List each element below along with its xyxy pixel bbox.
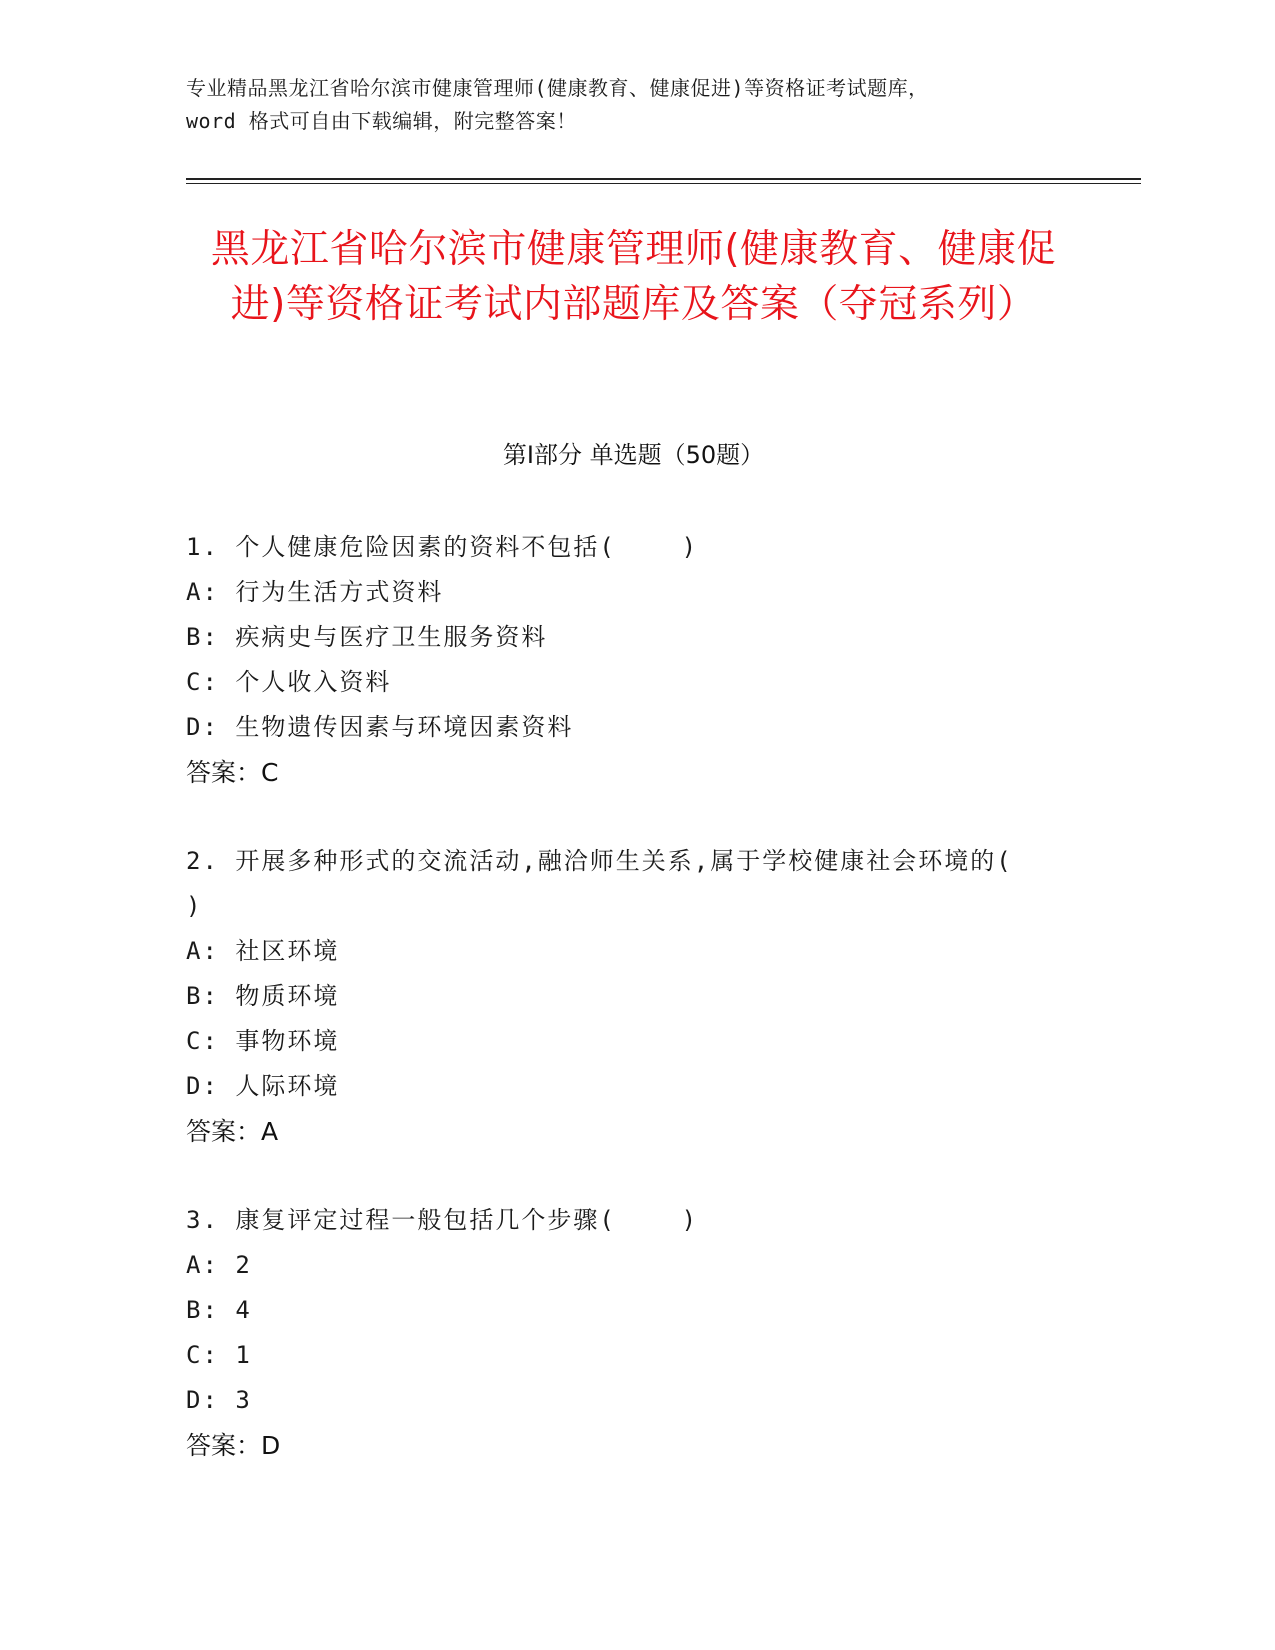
question-stem: 2. 开展多种形式的交流活动,融洽师生关系,属于学校健康社会环境的( ) <box>186 847 1079 920</box>
option-b: B: 疾病史与医疗卫生服务资料 <box>186 623 548 651</box>
option-a: A: 2 <box>186 1251 252 1279</box>
question-item <box>186 839 1086 1154</box>
question-list <box>186 525 1086 1512</box>
answer-line: 答案：A <box>186 1117 279 1146</box>
option-a: A: 行为生活方式资料 <box>186 578 444 606</box>
option-c: C: 个人收入资料 <box>186 668 392 696</box>
question-item <box>186 1198 1086 1468</box>
option-b: B: 物质环境 <box>186 982 340 1010</box>
answer-line: 答案：C <box>186 758 279 787</box>
option-d: D: 3 <box>186 1386 252 1414</box>
option-d: D: 生物遗传因素与环境因素资料 <box>186 713 574 741</box>
option-d: D: 人际环境 <box>186 1072 340 1100</box>
header-note <box>186 72 1106 138</box>
section-title: 第Ⅰ部分 单选题（50题） <box>502 441 765 469</box>
option-c: C: 1 <box>186 1341 252 1369</box>
header-rule-thin <box>186 183 1141 184</box>
question-item <box>186 525 1086 795</box>
option-a: A: 社区环境 <box>186 937 340 965</box>
document-title: 黑龙江省哈尔滨市健康管理师(健康教育、健康促进)等资格证考试内部题库及答案（夺冠系列） <box>210 227 1057 327</box>
question-stem: 3. 康复评定过程一般包括几个步骤( ) <box>186 1206 699 1234</box>
header-rule-thick <box>186 178 1141 180</box>
option-b: B: 4 <box>186 1296 252 1324</box>
header-note-line-1: 专业精品黑龙江省哈尔滨市健康管理师(健康教育、健康促进)等资格证考试题库， <box>186 76 929 100</box>
answer-line: 答案：D <box>186 1431 281 1460</box>
header-note-line-2: word 格式可自由下载编辑，附完整答案！ <box>186 109 577 133</box>
question-stem: 1. 个人健康危险因素的资料不包括( ) <box>186 533 699 561</box>
option-c: C: 事物环境 <box>186 1027 340 1055</box>
